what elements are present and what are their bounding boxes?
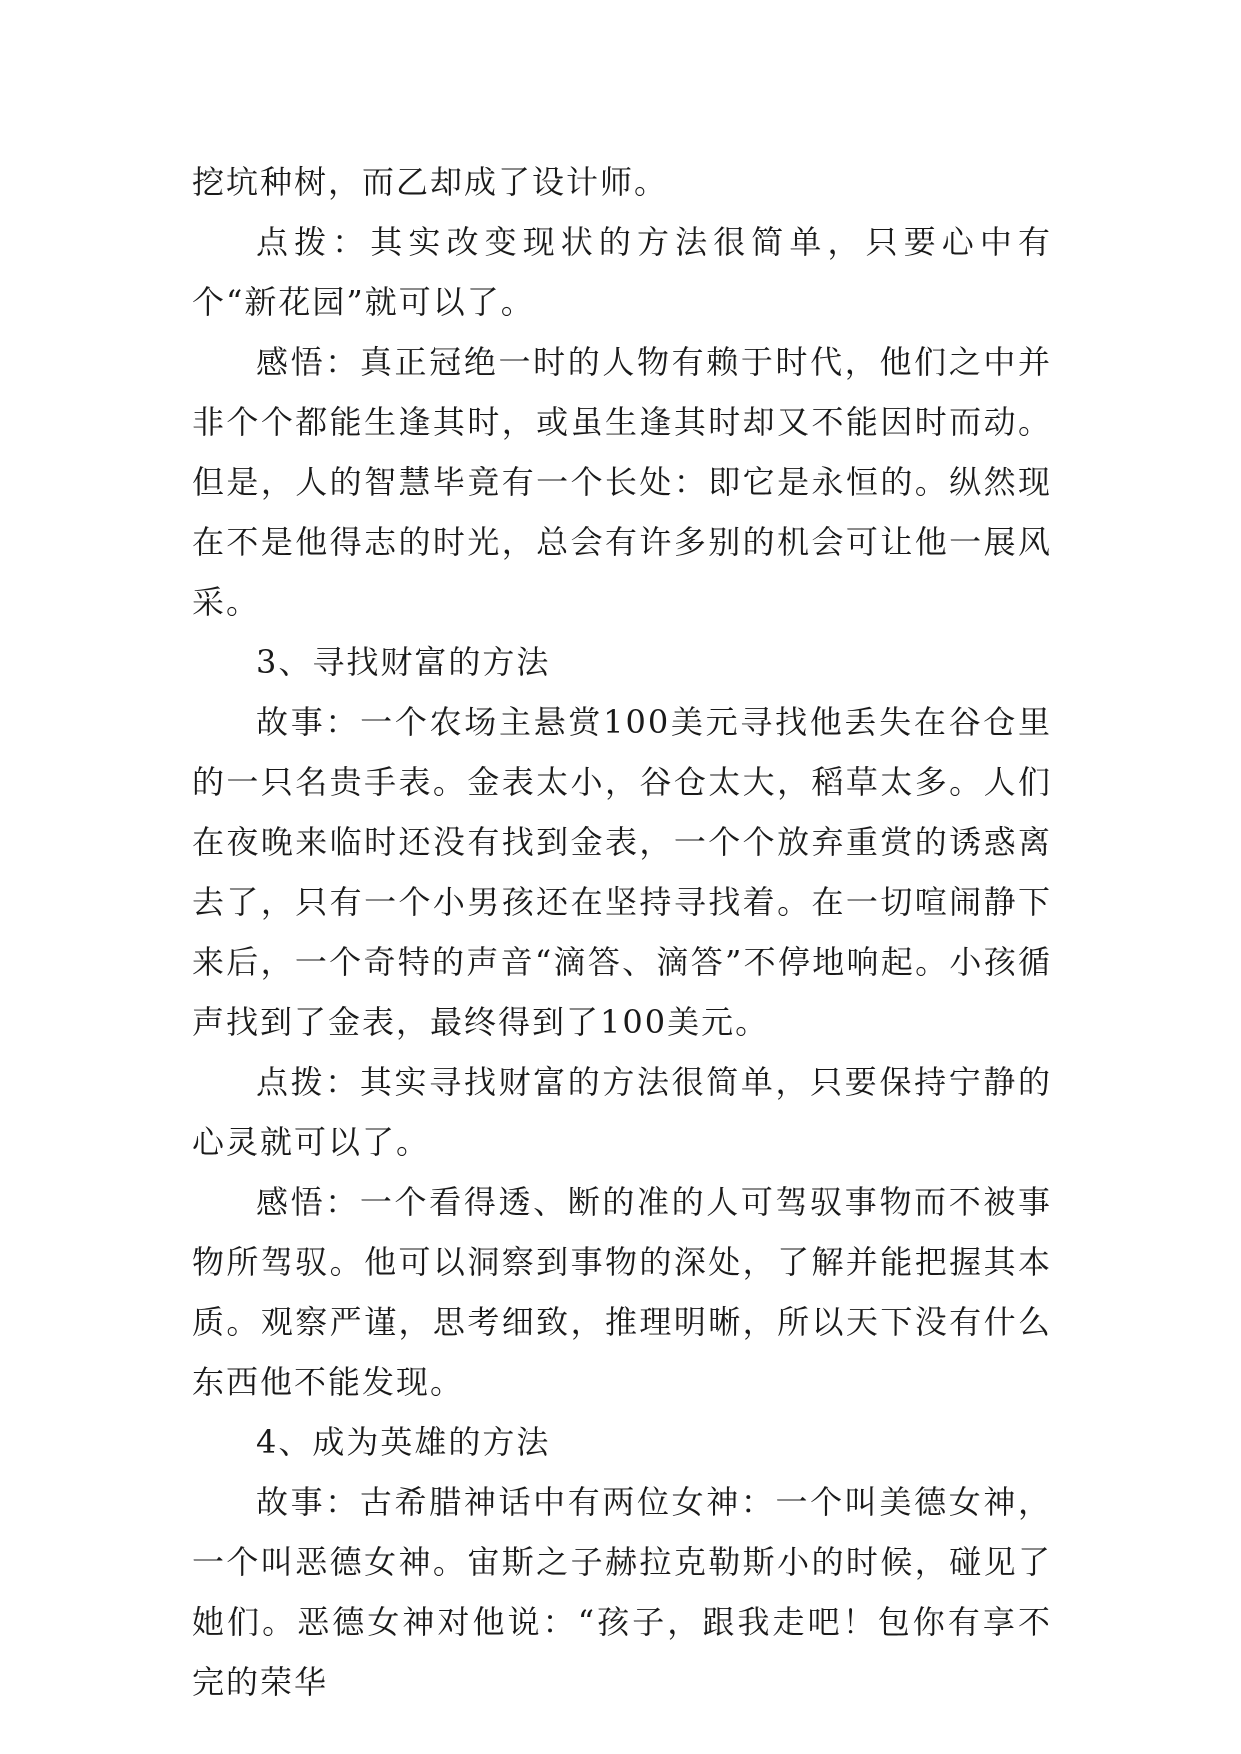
paragraph-story-continuation: 挖坑种树，而乙却成了设计师。: [192, 163, 669, 201]
paragraph-story-3: 故事：一个农场主悬赏100美元寻找他丢失在谷仓里的一只名贵手表。金表太小，谷仓太大，稻草太多。人们在夜晚来临时还没有找到金表，一个个放弃重赏的诱惑离去了，只有一个小男孩还在坚持寻找着。在一切喧闹静下来后，一个奇特的声音“滴答、滴答”不停地响起。小孩循声找到了金表，最终得到了100美元。: [192, 703, 1052, 1041]
paragraph-insight-3: 感悟：一个看得透、断的准的人可驾驭事物而不被事物所驾驭。他可以洞察到事物的深处，了解并能把握其本质。观察严谨，思考细致，推理明晰，所以天下没有什么东西他不能发现。: [192, 1183, 1052, 1401]
section-heading-4: 4、成为英雄的方法: [256, 1423, 551, 1461]
section-heading-3: 3、寻找财富的方法: [256, 643, 551, 681]
paragraph-hint-3: 点拨：其实寻找财富的方法很简单，只要保持宁静的心灵就可以了。: [192, 1063, 1052, 1161]
paragraph-story-4: 故事：古希腊神话中有两位女神：一个叫美德女神，一个叫恶德女神。宙斯之子赫拉克勒斯小的时候，碰见了她们。恶德女神对他说：“孩子，跟我走吧！包你有享不完的荣华: [192, 1483, 1052, 1701]
paragraph-insight-1: 感悟：真正冠绝一时的人物有赖于时代，他们之中并非个个都能生逢其时，或虽生逢其时却又不能因时而动。但是，人的智慧毕竟有一个长处：即它是永恒的。纵然现在不是他得志的时光，总会有许多别的机会可让他一展风采。: [192, 343, 1052, 621]
document-body: [192, 152, 1052, 1712]
paragraph-hint-1: 点拨：其实改变现状的方法很简单，只要心中有个“新花园”就可以了。: [192, 223, 1052, 321]
